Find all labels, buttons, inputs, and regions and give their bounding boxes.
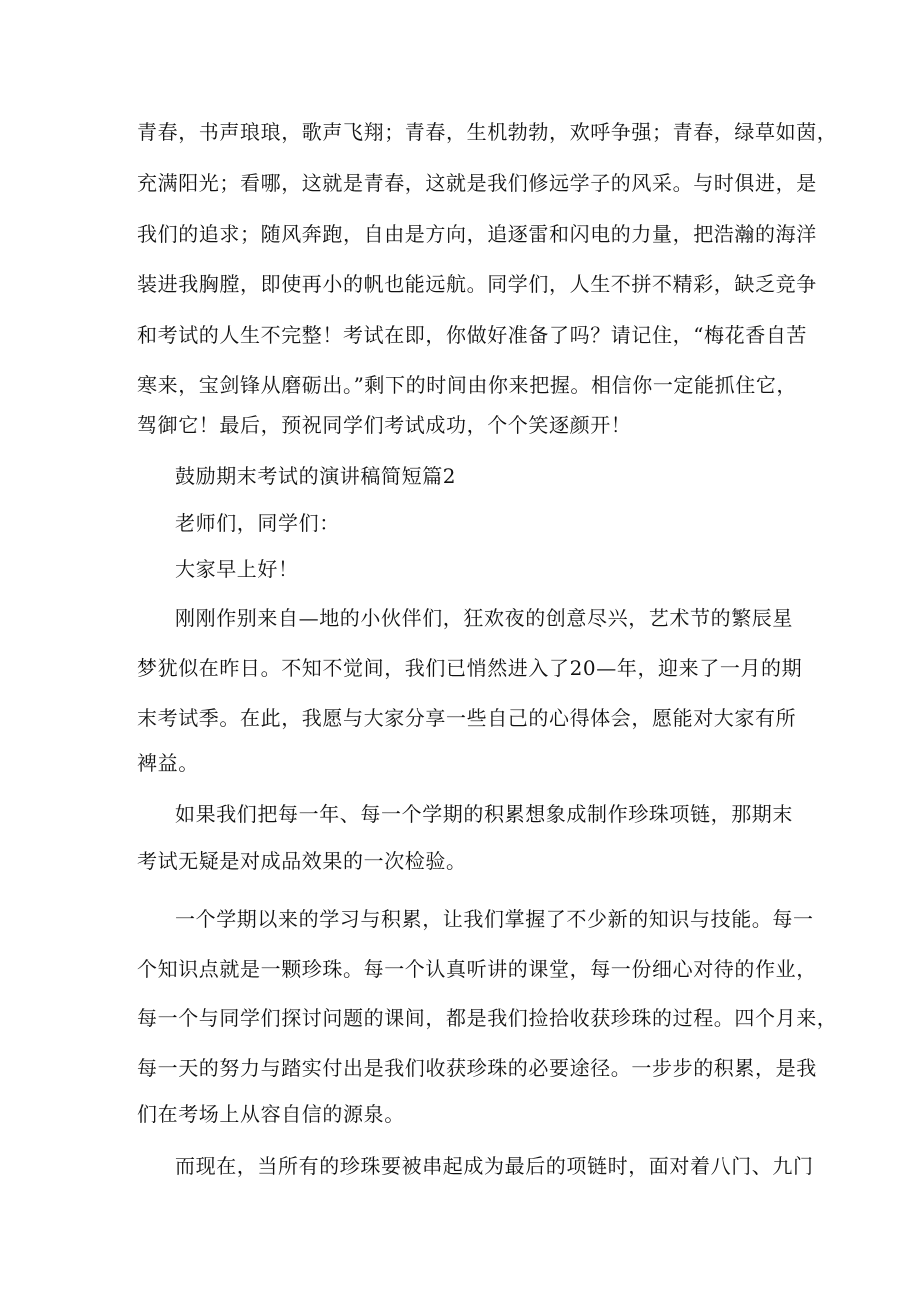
para3-line-2: 个知识点就是一颗珍珠。每一个认真听讲的课堂，每一份细心对待的作业， [137,957,817,981]
para3-line-1: 一个学期以来的学习与积累，让我们掌握了不少新的知识与技能。每一 [175,907,814,931]
section1-line-6: 寒来，宝剑锋从磨砺出。”剩下的时间由你来把握。相信你一定能抓住它， [137,373,798,397]
section1-line-4: 装进我胸膛，即使再小的帆也能远航。同学们，人生不拼不精彩，缺乏竞争 [137,272,817,296]
para2-line-1: 如果我们把每一年、每一个学期的积累想象成制作珍珠项链，那期末 [175,802,793,826]
section1-line-2: 充满阳光；看哪，这就是青春，这就是我们修远学子的风采。与时俱进，是 [137,171,817,195]
para4-line-1: 而现在，当所有的珍珠要被串起成为最后的项链时，面对着八门、九门 [175,1154,814,1178]
section1-line-7: 驾御它！最后，预祝同学们考试成功，个个笑逐颜开！ [137,413,632,437]
para1-line-4: 裨益。 [137,751,199,775]
section1-line-1: 青春，书声琅琅，歌声飞翔；青春，生机勃勃，欢呼争强；青春，绿草如茵， [137,120,838,144]
section1-line-5: 和考试的人生不完整！考试在即，你做好准备了吗？请记住，“梅花香自苦 [137,323,808,347]
greeting: 大家早上好！ [175,557,299,581]
para2-line-2: 考试无疑是对成品效果的一次检验。 [137,849,467,873]
para1-line-2: 梦犹似在昨日。不知不觉间，我们已悄然进入了20—年，迎来了一月的期 [137,656,803,680]
salutation: 老师们，同学们： [175,511,340,535]
para3-line-3: 每一个与同学们探讨问题的课间，都是我们捡拾收获珍珠的过程。四个月来， [137,1006,838,1030]
para3-line-5: 们在考场上从容自信的源泉。 [137,1102,405,1126]
section-heading: 鼓励期末考试的演讲稿简短篇2 [175,464,457,488]
para1-line-3: 末考试季。在此，我愿与大家分享一些自己的心得体会，愿能对大家有所 [137,706,797,730]
section1-line-3: 我们的追求；随风奔跑，自由是方向，追逐雷和闪电的力量，把浩瀚的海洋 [137,222,817,246]
para1-line-1: 刚刚作别来自—地的小伙伴们，狂欢夜的创意尽兴，艺术节的繁辰星 [175,606,793,630]
para3-line-4: 每一天的努力与踏实付出是我们收获珍珠的必要途径。一步步的积累，是我 [137,1056,817,1080]
